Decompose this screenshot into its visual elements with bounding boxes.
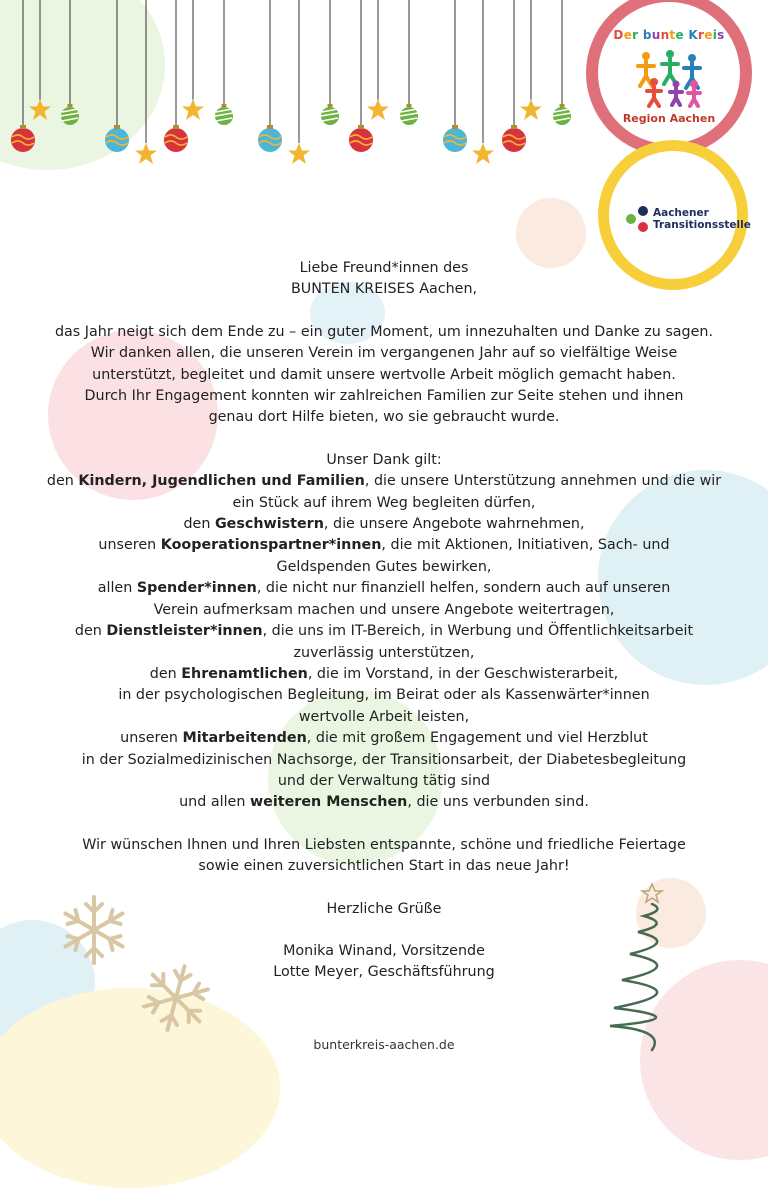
snowflake-icon — [138, 960, 214, 1036]
intro-line: das Jahr neigt sich dem Ende zu – ein guter Moment, um innezuhalten und Danke zu sagen. — [54, 323, 714, 340]
bunter-kreis-logo-title: Der bunte Kreis — [613, 28, 725, 42]
signature-line2: Lotte Meyer, Geschäftsführung — [273, 964, 495, 981]
christmas-tree-icon — [596, 880, 716, 1060]
bunter-kreis-logo — [586, 0, 752, 156]
letter-body — [0, 258, 768, 984]
bunter-kreis-logo-region: Region Aachen — [622, 112, 716, 125]
people-icon — [632, 48, 708, 108]
intro-line: unterstützt, begleitet und damit unsere wertvolle Arbeit möglich gemacht haben. — [92, 366, 676, 383]
thanks-line: wertvolle Arbeit leisten, — [298, 708, 470, 725]
salutation-line2: BUNTEN KREISES Aachen, — [290, 281, 478, 298]
thanks-weitere: und allen weiteren Menschen, die uns verbunden sind. — [179, 794, 589, 811]
hanging-ornaments — [0, 0, 600, 175]
thanks-geschwister: den Geschwistern, die unsere Angebote wahrnehmen, — [183, 516, 585, 533]
thanks-line: in der psychologischen Begleitung, im Beirat oder als Kassenwärter*innen — [118, 687, 650, 704]
thanks-ehrenamt: den Ehrenamtlichen, die im Vorstand, in der Geschwisterarbeit, — [149, 665, 619, 682]
thanks-line: in der Sozialmedizinischen Nachsorge, der Transitionsarbeit, der Diabetesbegleitung — [81, 751, 687, 768]
transitionsstelle-logo-text — [653, 207, 751, 231]
thanks-line: Geldspenden Gutes bewirken, — [276, 558, 492, 575]
thanks-line: Verein aufmerksam machen und unsere Angebote weitertragen, — [153, 601, 615, 618]
intro-line: genau dort Hilfe bieten, wo sie gebraucht wurde. — [208, 409, 560, 426]
website-link[interactable]: bunterkreis-aachen.de — [313, 1037, 455, 1052]
closing: Herzliche Grüße — [326, 900, 442, 917]
wishes-line2: sowie einen zuversichtlichen Start in das neue Jahr! — [198, 858, 570, 875]
intro-line: Durch Ihr Engagement konnten wir zahlreichen Familien zur Seite stehen und ihnen — [84, 388, 684, 405]
thanks-dienstleister: den Dienstleister*innen, die uns im IT-Bereich, in Werbung und Öffentlichkeitsarbeit — [74, 623, 694, 640]
thanks-mitarbeitende: unseren Mitarbeitenden, die mit großem Engagement und viel Herzblut — [120, 730, 648, 747]
thanks-kinder: den Kindern, Jugendlichen und Familien, die unsere Unterstützung annehmen und die wir — [46, 473, 722, 490]
intro-line: Wir danken allen, die unseren Verein im vergangenen Jahr auf so vielfältige Weise — [90, 345, 678, 362]
thanks-line: ein Stück auf ihrem Weg begleiten dürfen, — [232, 494, 536, 511]
thanks-line: und der Verwaltung tätig sind — [277, 772, 491, 789]
wishes-line1: Wir wünschen Ihnen und Ihren Liebsten entspannte, schöne und friedliche Feiertage — [82, 836, 686, 853]
thanks-heading: Unser Dank gilt: — [326, 451, 442, 468]
signature-line1: Monika Winand, Vorsitzende — [283, 942, 485, 959]
transitionsstelle-line2: Transitionsstelle — [653, 219, 751, 231]
salutation-line1: Liebe Freund*innen des — [299, 260, 469, 276]
transitionsstelle-line1: Aachener — [653, 207, 709, 219]
thanks-spender: allen Spender*innen, die nicht nur finanziell helfen, sondern auch auf unseren — [97, 580, 671, 597]
snowflake-icon — [56, 892, 132, 968]
thanks-kooperation: unseren Kooperationspartner*innen, die mit Aktionen, Initiativen, Sach- und — [98, 537, 670, 554]
transition-people-icon — [623, 205, 651, 235]
thanks-line: zuverlässig unterstützen, — [293, 644, 475, 661]
